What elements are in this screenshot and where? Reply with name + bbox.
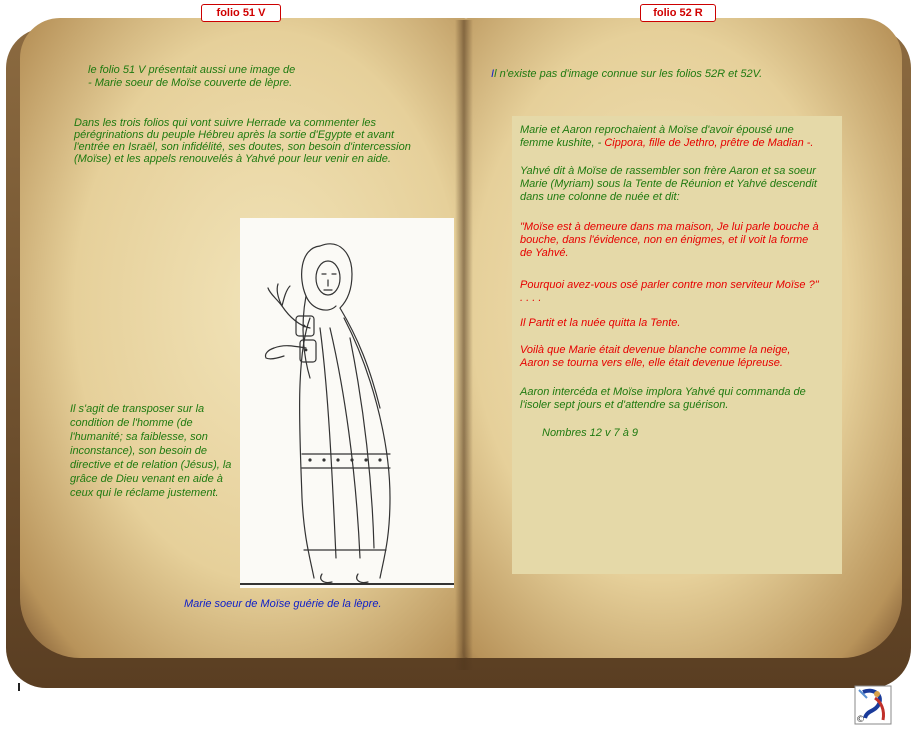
no-image-note (491, 68, 762, 81)
passage-p6 (520, 344, 790, 370)
paragraph-line: inconstance), son besoin de (70, 445, 207, 457)
corner-mark (18, 683, 20, 691)
passage-line: Yahvé dit à Moïse de rassembler son frère Aaron et sa soeur (520, 165, 816, 177)
paragraph-line: pérégrinations du peuple Hébreu après la sortie d'Egypte et avant (74, 129, 395, 141)
left-paragraph (74, 117, 411, 165)
paragraph-line: l'entrée en Israël, son infidélité, ses doutes, son besoin d'intercession (74, 141, 411, 153)
bible-reference: Nombres 12 v 7 à 9 (542, 427, 638, 439)
book-spine (455, 20, 473, 670)
passage-line: . . . . (520, 292, 542, 304)
passage-p2 (520, 165, 817, 204)
passage-line: Aaron se tourna vers elle, elle était devenue lépreuse. (520, 357, 783, 369)
marie-illustration (240, 218, 454, 588)
passage-p5: Il Partit et la nuée quitta la Tente. (520, 317, 681, 329)
passage-p4 (520, 279, 819, 305)
passage-line: bouche, dans l'évidence, non en énigmes, et il voit la forme (520, 234, 809, 246)
copyright-logo (853, 684, 893, 726)
paragraph-line: grâce de Dieu venant en aide à (70, 473, 223, 485)
note-text: l n'existe pas d'image connue sur les folios 52R et 52V. (494, 68, 763, 80)
side-paragraph (70, 402, 231, 500)
passage-line: Pourquoi avez-vous osé parler contre mon serviteur Moïse ?" (520, 279, 819, 291)
passage-line: l'isoler sept jours et d'attendre sa guérison. (520, 399, 729, 411)
passage-line: Voilà que Marie était devenue blanche comme la neige, (520, 344, 791, 356)
passage-line: dans une colonne de nuée et dit: (520, 191, 680, 203)
paragraph-line: l'humanité; sa faiblesse, son (70, 431, 208, 443)
passage-p3 (520, 221, 819, 260)
intro-line: le folio 51 V présentait aussi une image de (88, 64, 296, 76)
passage-line: femme kushite, - (520, 137, 605, 149)
folio-label-left: folio 51 V (201, 4, 281, 22)
paragraph-line: (Moïse) et les appels renouvelés à Yahvé pour leur venir en aide. (74, 153, 391, 165)
intro-text (88, 64, 295, 90)
passage-line: "Moïse est à demeure dans ma maison, Je lui parle bouche à (520, 221, 819, 233)
figure-drawing (240, 218, 454, 588)
passage-line: de Yahvé. (520, 247, 569, 259)
passage-p1 (520, 124, 813, 150)
paragraph-line: condition de l'homme (de (70, 417, 193, 429)
paragraph-line: directive et de relation (Jésus), la (70, 459, 232, 471)
angel-icon (853, 684, 893, 726)
passage-highlight: Cippora, fille de Jethro, prêtre de Madian -. (604, 137, 814, 149)
note-initial: I (491, 68, 495, 80)
passage-p7 (520, 386, 806, 412)
paragraph-line: Dans les trois folios qui vont suivre Herrade va commenter les (74, 117, 377, 129)
copyright-symbol: © (856, 715, 865, 725)
paragraph-line: ceux qui le réclame justement. (70, 487, 219, 499)
paragraph-line: Il s'agit de transposer sur la (70, 403, 205, 415)
figure-caption: Marie soeur de Moïse guérie de la lèpre. (184, 598, 382, 610)
folio-label-right: folio 52 R (640, 4, 716, 22)
passage-line: Marie (Myriam) sous la Tente de Réunion et Yahvé descendit (520, 178, 817, 190)
intro-line: - Marie soeur de Moïse couverte de lèpre. (88, 77, 293, 89)
passage-line: Marie et Aaron reprochaient à Moïse d'avoir épousé une (520, 124, 794, 136)
passage-line: Aaron intercéda et Moïse implora Yahvé qui commanda de (520, 386, 806, 398)
